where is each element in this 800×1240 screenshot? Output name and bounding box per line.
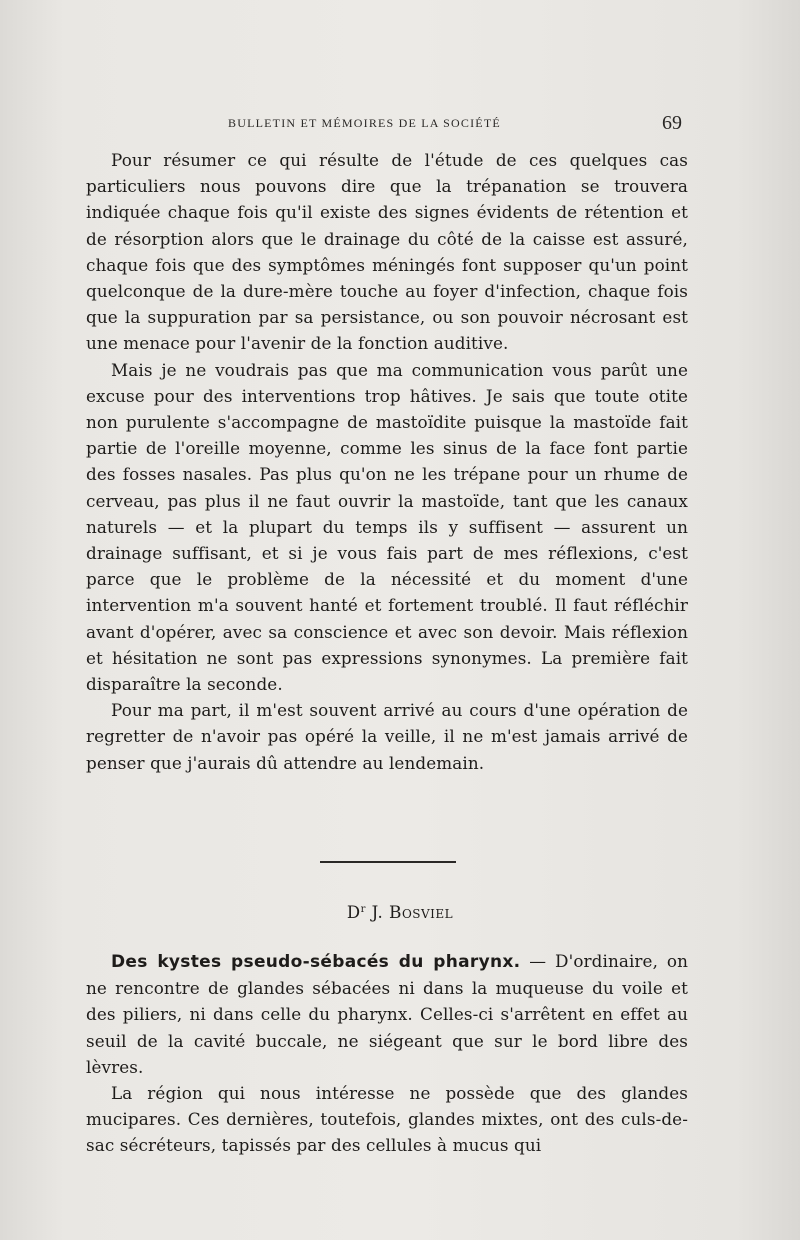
running-head	[0, 112, 800, 136]
running-title: BULLETIN ET MÉMOIRES DE LA SOCIÉTÉ	[228, 116, 501, 130]
signature-initial: J.	[371, 903, 384, 922]
article-title: Des kystes pseudo-sébacés du pharynx.	[111, 952, 521, 972]
paragraph: Pour ma part, il m'est souvent arrivé au cours d'une opération de regretter de n'avoir pas opéré la veille, il ne m'est jamais arrivé de penser que j'aurais dû attendre au lendemain.	[86, 700, 688, 773]
article-first-paragraph	[86, 948, 688, 1080]
paragraph: Pour résumer ce qui résulte de l'étude de ces quelques cas particuliers nous pouvons dire que la trépanation se trouvera indiquée chaque fois qu'il existe des signes évidents de rétention et de résorption alors que le drainage du côté de la caisse est assuré, chaque fois que des symptômes méningés font supposer qu'un point quelconque de la dure-mère touche au foyer d'infection, chaque fois que la suppuration par sa persistance, ou son pouvoir nécrosant est une menace pour l'avenir de la fonction auditive.	[86, 150, 688, 354]
paragraph: Mais je ne voudrais pas que ma communication vous parût une excuse pour des interventions trop hâtives. Je sais que toute otite non purulente s'accompagne de mastoïdite puisque la mastoïde fait partie de l'oreille moyenne, comme les sinus de la face font partie des fosses nasales. Pas plus qu'on ne les trépane pour un rhume de cerveau, pas plus il ne faut ouvrir la mastoïde, tant que les canaux naturels — et la plupart du temps ils y suffisent — assurent un drainage suffisant, et si je vous fais part de mes réflexions, c'est parce que le problème de la nécessité et du moment d'une intervention m'a souvent hanté et fortement troublé. Il faut réfléchir avant d'opérer, avec sa conscience et avec son devoir. Mais réflexion et hésitation ne sont pas expressions synonymes. La première fait disparaître la seconde.	[86, 359, 688, 695]
separator-rule	[320, 861, 456, 863]
author-signature	[0, 903, 800, 923]
signature-name: Bosviel	[388, 903, 454, 923]
signature-title: $D^r$	[346, 903, 366, 922]
article-body	[86, 948, 688, 1159]
article-lead: — D'ordinaire, on ne rencontre de glandes sébacées ni dans la muqueuse du voile et des piliers, ni dans celle du pharynx. Celles-ci s'arrêtent en effet au seuil de la cavité buccale, ne siégeant que sur le bord libre des lèvres.	[86, 951, 688, 1077]
article-paragraph: La région qui nous intéresse ne possède que des glandes mucipares. Ces dernières, toutefois, glandes mixtes, ont des culs-de-sac sécréteurs, tapissés par des cellules à mucus qui	[86, 1083, 688, 1156]
body-text-continuation	[86, 147, 688, 776]
page-number: 69	[662, 112, 682, 134]
